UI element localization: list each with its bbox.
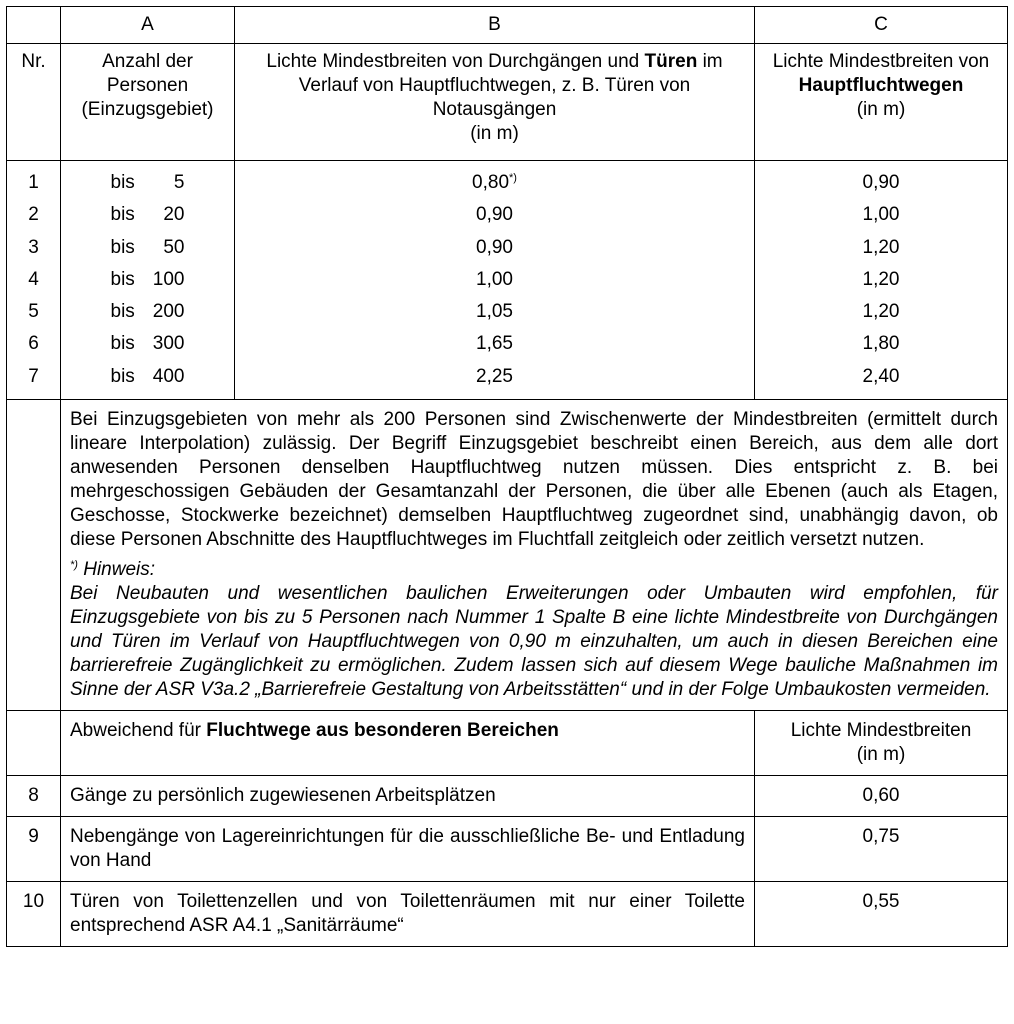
hint-marker: *) xyxy=(70,559,78,572)
row-nr: 4 xyxy=(28,268,39,290)
row-persons xyxy=(70,232,225,264)
header-b-text: Lichte Mindestbreiten von Durchgängen und xyxy=(266,51,645,72)
row-door-width: 1,05 xyxy=(476,301,513,323)
bis-label: bis xyxy=(110,333,135,355)
column-letter-nr xyxy=(7,7,61,44)
special-desc: Nebengänge von Lagereinrichtungen für die ausschließliche Be- und Entladung von Hand xyxy=(61,817,755,882)
row-route-width: 1,00 xyxy=(862,204,900,226)
column-letter-b: B xyxy=(235,7,755,44)
door-width-value: 0,80 xyxy=(472,172,510,193)
row-door-width: 1,00 xyxy=(476,268,513,290)
header-b-unit: (in m) xyxy=(470,123,519,144)
row-persons xyxy=(70,361,225,393)
persons-value: 100 xyxy=(152,268,185,290)
hint-heading xyxy=(70,558,998,582)
bis-label: bis xyxy=(110,365,135,387)
hint-title: Hinweis: xyxy=(77,559,156,581)
row-route-width: 1,20 xyxy=(862,301,900,323)
special-row xyxy=(7,882,1008,947)
special-nr: 10 xyxy=(7,882,61,947)
special-nr: 9 xyxy=(7,817,61,882)
special-desc: Türen von Toilettenzellen und von Toilettenräumen mit nur einer Toilette entsprechend ASR A4.1 „Sanitärräume“ xyxy=(61,882,755,947)
note-paragraph: Bei Einzugsgebieten von mehr als 200 Personen sind Zwischenwerte der Mindestbreiten (ermittelt durch lineare Interpolation) zulässig. Der Begriff Einzugsgebiet beschreibt einen Bereich, aus dem alle dort anwesenden Personen denselben Hauptfluchtweg nutzen müssen. Dies entspricht z. B. bei mehrgeschossigen Gebäuden der Gesamtanzahl der Personen, die über alle Ebenen (auch als Etagen, Geschosse, Stockwerke bezeichnet) demselben Hauptfluchtweg zugeordnet sind, unabhängig davon, ob diese Personen Abschnitte des Hauptfluchtweges im Fluchtfall zeitgleich oder zeitlich versetzt nutzen. xyxy=(70,409,998,551)
row-nr: 1 xyxy=(28,172,39,193)
persons-value: 50 xyxy=(163,236,185,258)
bis-label: bis xyxy=(110,236,135,258)
row-door-width: 0,90 xyxy=(476,204,513,226)
row-route-width: 1,80 xyxy=(862,333,900,355)
row-persons xyxy=(70,167,225,199)
row-persons xyxy=(70,328,225,360)
bis-label: bis xyxy=(110,301,135,323)
header-persons: Anzahl der Personen (Einzugsgebiet) xyxy=(61,44,235,161)
footnote-marker: *) xyxy=(509,172,517,184)
row-door-width: 1,65 xyxy=(476,333,513,355)
persons-value: 200 xyxy=(152,301,185,323)
header-b-text-post: im Verlauf von Hauptfluchtwegen, z. B. Türen von Notausgängen xyxy=(298,51,723,120)
special-header-c-unit: (in m) xyxy=(856,744,906,766)
data-rows xyxy=(7,161,1008,400)
persons-column xyxy=(61,161,235,400)
special-value: 0,55 xyxy=(755,882,1008,947)
row-door-width: 2,25 xyxy=(476,365,513,387)
row-nr: 6 xyxy=(28,333,39,355)
header-escape-route-widths xyxy=(755,44,1008,161)
header-c-text: Lichte Mindestbreiten von xyxy=(772,51,990,72)
special-value: 0,60 xyxy=(755,776,1008,817)
route-width-column xyxy=(755,161,1008,400)
nr-column xyxy=(7,161,61,400)
persons-value: 5 xyxy=(173,172,185,193)
row-nr: 5 xyxy=(28,301,39,323)
persons-value: 400 xyxy=(152,365,185,387)
row-persons xyxy=(70,199,225,231)
special-header-text: Abweichend für xyxy=(70,720,207,742)
special-header-bold: Fluchtwege aus besonderen Bereichen xyxy=(206,720,559,742)
header-nr: Nr. xyxy=(7,44,61,161)
note-cell xyxy=(61,400,1008,711)
header-row xyxy=(7,44,1008,161)
header-b-bold: Türen xyxy=(644,51,698,72)
bis-label: bis xyxy=(110,204,135,226)
bis-label: bis xyxy=(110,172,135,193)
special-row xyxy=(7,776,1008,817)
door-width-column xyxy=(235,161,755,400)
row-persons xyxy=(70,264,225,296)
row-nr: 7 xyxy=(28,365,39,387)
special-header-c: Lichte Mindestbreiten xyxy=(790,720,972,742)
special-value: 0,75 xyxy=(755,817,1008,882)
row-door-width xyxy=(244,167,745,199)
header-c-unit: (in m) xyxy=(856,99,906,120)
header-c-bold: Hauptfluchtwegen xyxy=(798,75,964,96)
special-header-widths xyxy=(755,711,1008,776)
header-door-widths xyxy=(235,44,755,161)
row-route-width: 0,90 xyxy=(862,172,900,193)
bis-label: bis xyxy=(110,268,135,290)
hint-text: Bei Neubauten und wesentlichen baulichen Erweiterungen oder Umbauten wird empfohlen, für Einzugsgebiete von bis zu 5 Personen nach Nummer 1 Spalte B eine lichte Mindestbreite von Durchgängen und Türen im Verlauf von Hauptfluchtwegen von 0,90 m einzuhalten, um auch in diesen Bereichen eine barrierefreie Zugänglichkeit zu ermöglichen. Zudem lassen sich auf diesem Wege bauliche Maßnahmen im Sinne der ASR V3a.2 „Barrierefreie Gestaltung von Arbeitsstätten“ und in der Folge Umbaukosten vermeiden. xyxy=(70,583,998,701)
special-nr: 8 xyxy=(7,776,61,817)
special-header-empty xyxy=(7,711,61,776)
row-route-width: 2,40 xyxy=(862,365,900,387)
note-row xyxy=(7,400,1008,711)
column-letter-c: C xyxy=(755,7,1008,44)
special-row xyxy=(7,817,1008,882)
row-route-width: 1,20 xyxy=(862,268,900,290)
minimum-width-table xyxy=(6,6,1008,947)
special-header-label xyxy=(61,711,755,776)
column-letter-row xyxy=(7,7,1008,44)
row-nr: 2 xyxy=(28,204,39,226)
row-nr: 3 xyxy=(28,236,39,258)
persons-value: 300 xyxy=(152,333,185,355)
row-door-width: 0,90 xyxy=(476,236,513,258)
special-desc: Gänge zu persönlich zugewiesenen Arbeitsplätzen xyxy=(61,776,755,817)
persons-value: 20 xyxy=(163,204,185,226)
note-empty-cell xyxy=(7,400,61,711)
special-header-row xyxy=(7,711,1008,776)
row-persons xyxy=(70,296,225,328)
column-letter-a: A xyxy=(61,7,235,44)
row-route-width: 1,20 xyxy=(862,236,900,258)
